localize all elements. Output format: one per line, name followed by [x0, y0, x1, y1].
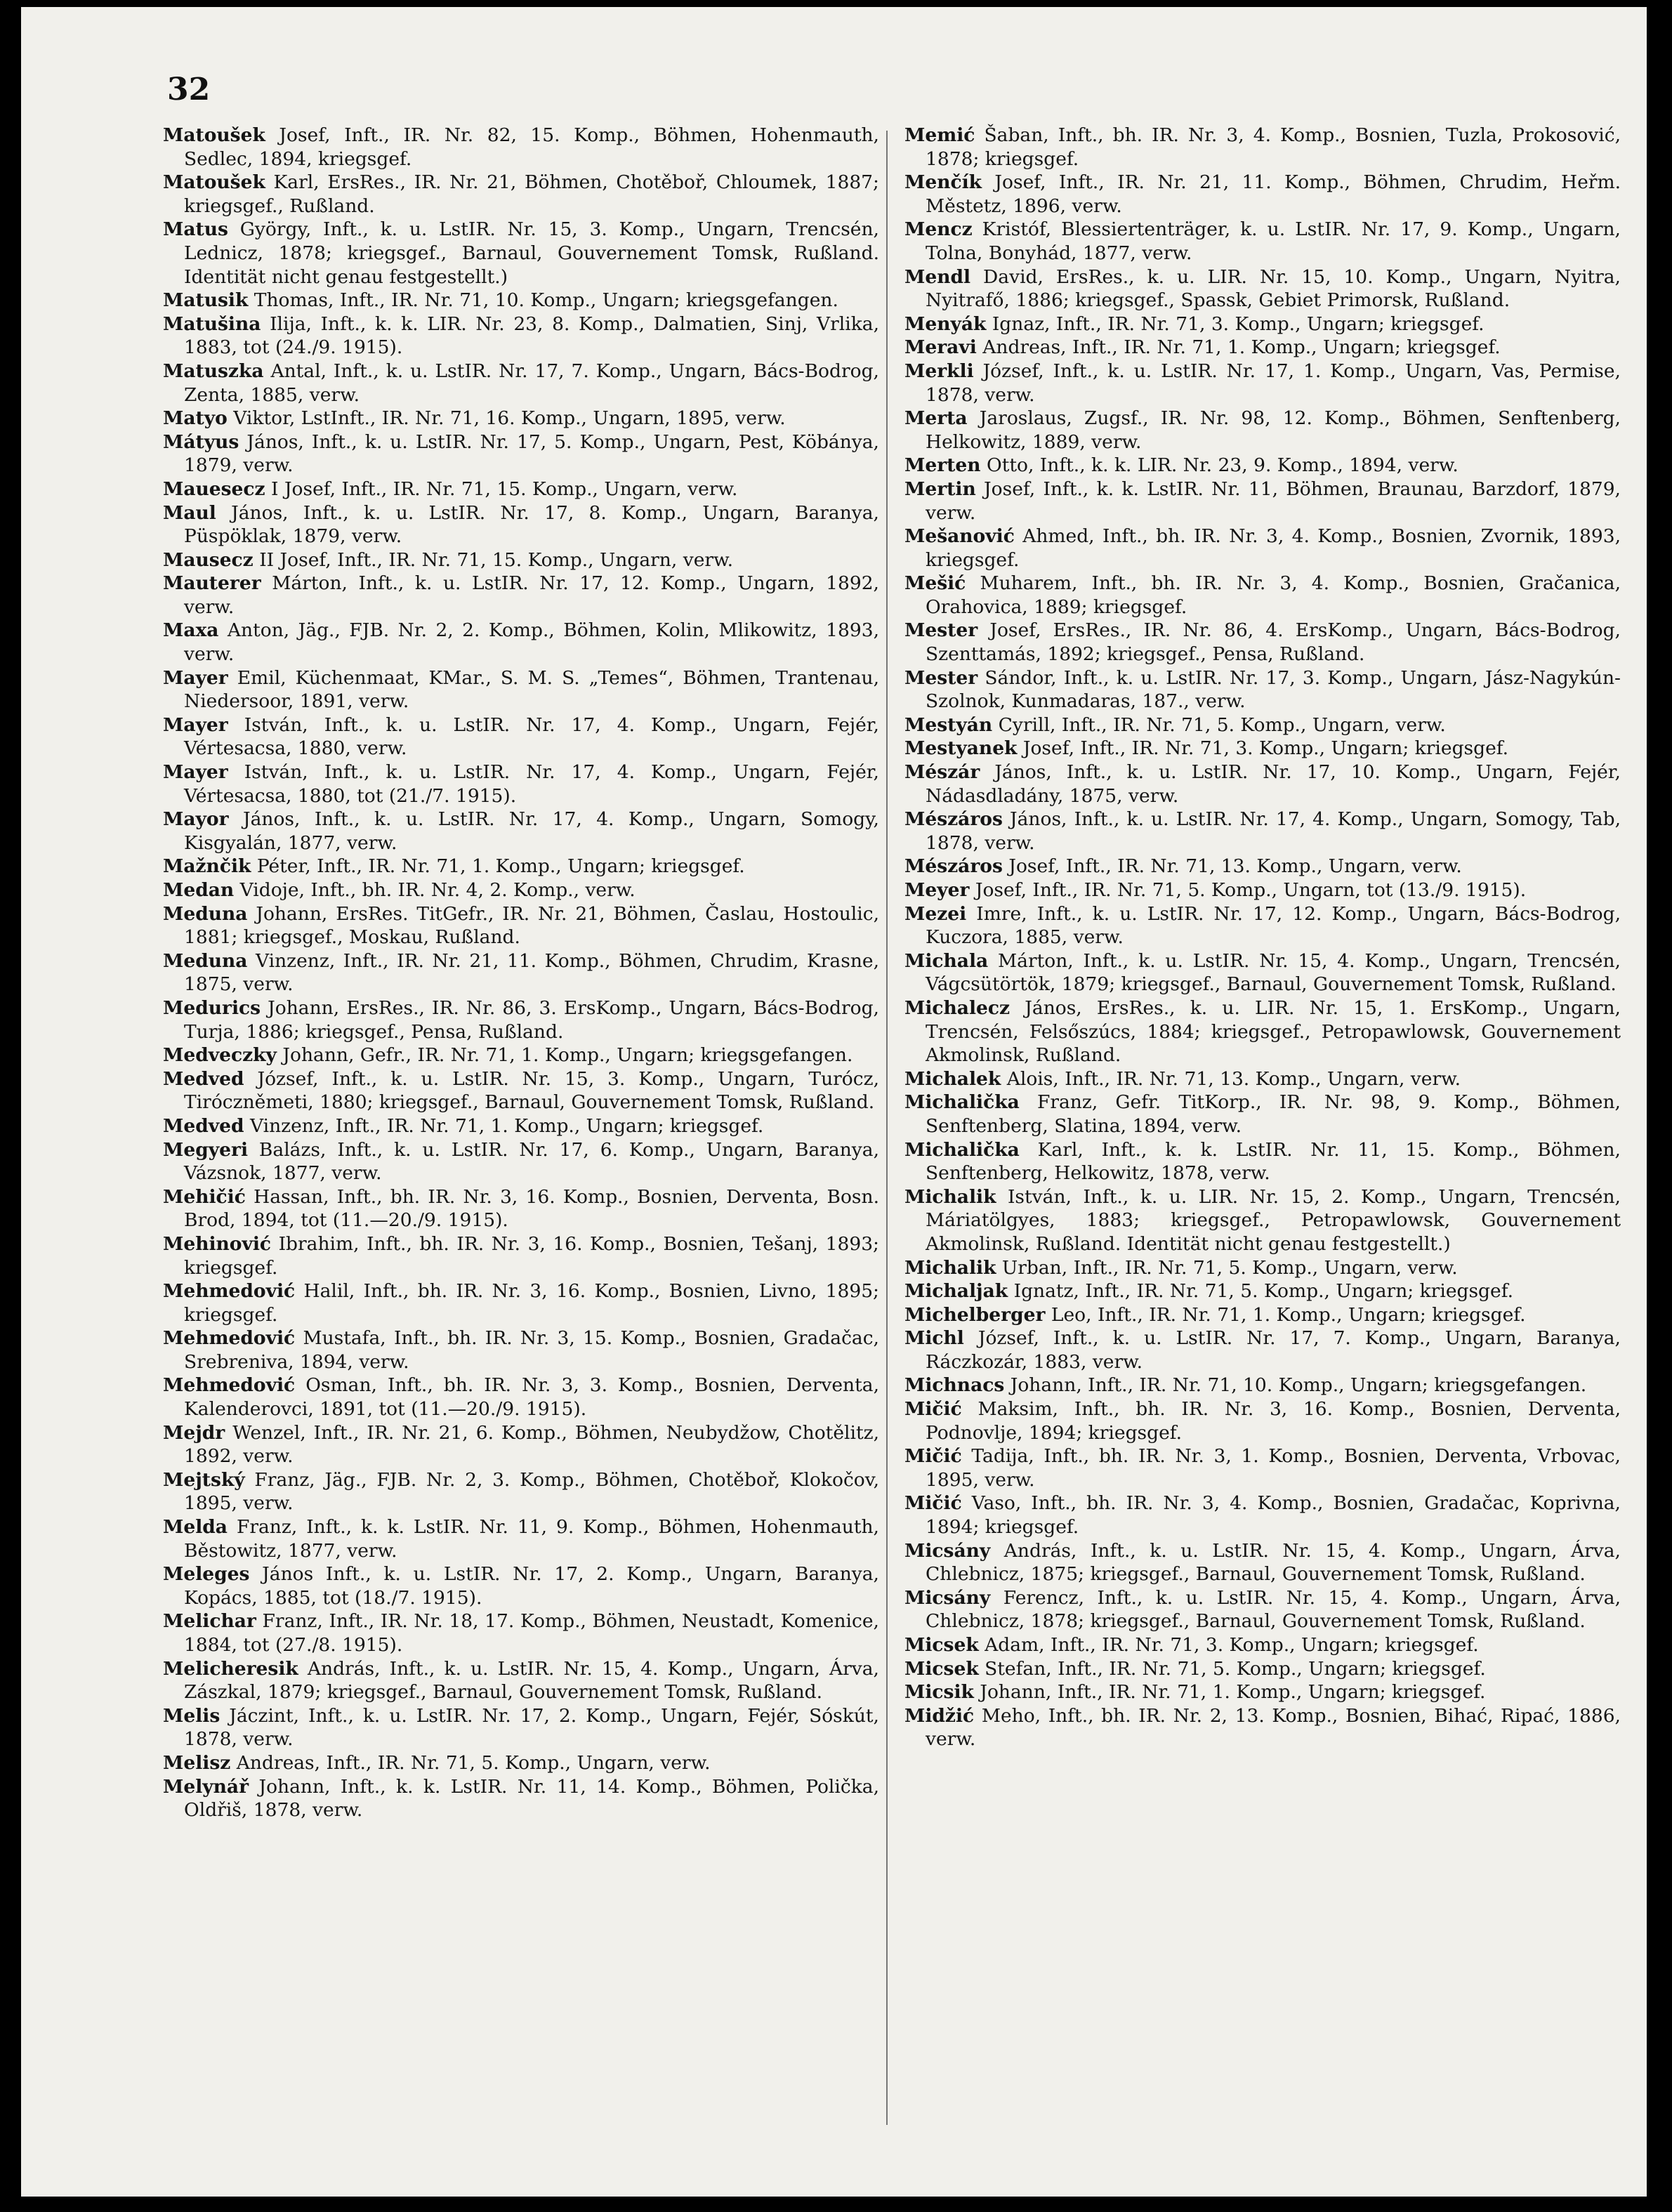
entry-surname: Micsik [904, 1681, 974, 1704]
register-entry [163, 1515, 879, 1562]
entry-surname: Melicheresik [163, 1657, 298, 1680]
entry-surname: Matus [163, 218, 228, 241]
entry-surname: Mátyus [163, 430, 239, 453]
entry-details: Jaroslaus, Zugsf., IR. Nr. 98, 12. Komp., Böhmen, Senftenberg, Helkowitz, 1889, verw. [926, 407, 1621, 453]
register-entry [163, 1067, 879, 1114]
entry-surname: Medan [163, 879, 235, 901]
entry-details: Ignaz, Inft., IR. Nr. 71, 3. Komp., Ungarn; kriegsgef. [992, 312, 1485, 335]
entry-details: István, Inft., k. u. LstIR. Nr. 17, 4. Komp., Ungarn, Fejér, Vértesacsa, 1880, tot (21./7. 1915). [184, 761, 879, 807]
entry-surname: Mehmedović [163, 1327, 296, 1350]
entry-surname: Mayor [163, 808, 229, 831]
entry-details: Cyrill, Inft., IR. Nr. 71, 5. Komp., Ungarn, verw. [998, 713, 1446, 736]
entry-details: János, Inft., k. u. LstIR. Nr. 17, 10. Komp., Ungarn, Fejér, Nádasdladány, 1875, verw. [926, 761, 1621, 807]
entry-details: Vaso, Inft., bh. IR. Nr. 3, 4. Komp., Bosnien, Gradačac, Koprivna, 1894; kriegsgef. [926, 1492, 1621, 1539]
entry-surname: Mausecz [163, 548, 254, 571]
entry-surname: Mičić [904, 1492, 962, 1515]
register-entry [163, 312, 879, 360]
entry-surname: Micsány [904, 1586, 991, 1609]
entry-surname: Mešanović [904, 525, 1015, 548]
entry-details: Franz, Gefr. TitKorp., IR. Nr. 98, 9. Komp., Böhmen, Senftenberg, Slatina, 1894, verw. [926, 1091, 1621, 1137]
entry-details: Johann, Inft., IR. Nr. 71, 1. Komp., Ungarn; kriegsgef. [980, 1681, 1486, 1704]
entry-details: Antal, Inft., k. u. LstIR. Nr. 17, 7. Komp., Ungarn, Bács-Bodrog, Zenta, 1885, verw. [184, 360, 879, 406]
register-entry [163, 1421, 879, 1468]
entry-details: József, Inft., k. u. LstIR. Nr. 15, 3. Komp., Ungarn, Turócz, Tiróczněmeti, 1880; kriegsgef., Barnaul, Gouvernement Tomsk, Rußland. [184, 1067, 879, 1114]
register-entry [163, 171, 879, 218]
register-entry [163, 713, 879, 761]
entry-details: János, Inft., k. u. LstIR. Nr. 17, 5. Komp., Ungarn, Pest, Köbánya, 1879, verw. [184, 430, 879, 477]
register-entry [163, 1326, 879, 1374]
entry-details: Johann, ErsRes., IR. Nr. 86, 3. ErsKomp., Ungarn, Bács-Bodrog, Turja, 1886; kriegsgef., Pensa, Rußland. [184, 996, 879, 1043]
entry-details: József, Inft., k. u. LstIR. Nr. 17, 7. Komp., Ungarn, Baranya, Ráczkozár, 1883, verw. [926, 1327, 1621, 1373]
register-entry [163, 902, 879, 949]
entry-surname: Micsek [904, 1634, 979, 1656]
entry-surname: Michalek [904, 1067, 1001, 1090]
register-entry [163, 1138, 879, 1185]
entry-details: Maksim, Inft., bh. IR. Nr. 3, 16. Komp., Bosnien, Derventa, Podnovlje, 1894; kriegsgef. [926, 1398, 1621, 1444]
entry-surname: Melynář [163, 1775, 249, 1798]
entry-surname: Mayer [163, 761, 228, 784]
entry-surname: Michalecz [904, 996, 1011, 1019]
register-entry [904, 1374, 1621, 1397]
entry-surname: Michelberger [904, 1303, 1046, 1326]
register-entry [904, 1279, 1621, 1303]
register-entry [163, 289, 879, 312]
entry-details: Josef, ErsRes., IR. Nr. 86, 4. ErsKomp., Ungarn, Bács-Bodrog, Szenttamás, 1892; kriegsgef., Pensa, Rußland. [926, 619, 1621, 666]
entry-surname: Mauesecz [163, 478, 265, 500]
register-entry [904, 855, 1621, 878]
document-page [21, 7, 1647, 2197]
register-entry [904, 949, 1621, 996]
register-entry [163, 1751, 879, 1775]
entry-surname: Michalička [904, 1138, 1020, 1161]
entry-details: Johann, Gefr., IR. Nr. 71, 1. Komp., Ungarn; kriegsgefangen. [282, 1044, 853, 1067]
entry-details: Vidoje, Inft., bh. IR. Nr. 4, 2. Komp., verw. [239, 879, 636, 901]
register-entry [904, 1492, 1621, 1539]
entry-surname: Maul [163, 501, 216, 524]
entry-details: Otto, Inft., k. k. LIR. Nr. 23, 9. Komp., 1894, verw. [986, 454, 1459, 477]
entry-details: Johann, ErsRes. TitGefr., IR. Nr. 21, Böhmen, Časlau, Hostoulic, 1881; kriegsgef., Moskau, Rußland. [184, 902, 879, 949]
entry-surname: Micsány [904, 1539, 991, 1562]
entry-details: Josef, Inft., IR. Nr. 21, 11. Komp., Böhmen, Chrudim, Heřm. Městetz, 1896, verw. [926, 171, 1621, 217]
entry-details: Viktor, LstInft., IR. Nr. 71, 16. Komp., Ungarn, 1895, verw. [233, 407, 786, 430]
register-entry [904, 572, 1621, 619]
entry-surname: Mičić [904, 1445, 962, 1468]
entry-surname: Mehinović [163, 1232, 272, 1255]
entry-details: Karl, Inft., k. k. LstIR. Nr. 11, 15. Komp., Böhmen, Senftenberg, Helkowitz, 1878, verw. [926, 1138, 1621, 1185]
entry-details: Márton, Inft., k. u. LstIR. Nr. 15, 4. Komp., Ungarn, Trencsén, Vágcsütörtök, 1879; kriegsgef., Barnaul, Gouvernement Tomsk, Rußland. [926, 949, 1621, 996]
entry-details: István, Inft., k. u. LstIR. Nr. 17, 4. Komp., Ungarn, Fejér, Vértesacsa, 1880, verw. [184, 713, 879, 760]
entry-details: Hassan, Inft., bh. IR. Nr. 3, 16. Komp., Bosnien, Derventa, Bosn. Brod, 1894, tot (11.—20./9. 1915). [184, 1185, 879, 1232]
entry-surname: Mestyanek [904, 737, 1018, 760]
entry-surname: Mehičić [163, 1185, 246, 1208]
entry-details: Josef, Inft., IR. Nr. 71, 13. Komp., Ungarn, verw. [1008, 855, 1462, 878]
register-entry [904, 1091, 1621, 1138]
entry-details: Ibrahim, Inft., bh. IR. Nr. 3, 16. Komp., Bosnien, Tešanj, 1893; kriegsgef. [184, 1232, 879, 1279]
register-entry [163, 478, 879, 501]
entry-surname: Mencz [904, 218, 973, 241]
register-entry [163, 761, 879, 808]
register-entry [904, 1444, 1621, 1492]
register-entry [904, 666, 1621, 713]
entry-details: András, Inft., k. u. LstIR. Nr. 15, 4. Komp., Ungarn, Árva, Zászkal, 1879; kriegsgef., Barnaul, Gouvernement Tomsk, Rußland. [184, 1657, 879, 1704]
entry-details: Péter, Inft., IR. Nr. 71, 1. Komp., Ungarn; kriegsgef. [256, 855, 745, 878]
entry-surname: Merta [904, 407, 968, 430]
register-entry [904, 996, 1621, 1067]
register-entry [904, 737, 1621, 761]
entry-details: Márton, Inft., k. u. LstIR. Nr. 17, 12. Komp., Ungarn, 1892, verw. [184, 572, 879, 618]
entry-details: Ignatz, Inft., IR. Nr. 71, 5. Komp., Ungarn; kriegsgef. [1013, 1280, 1513, 1303]
register-entry [904, 1185, 1621, 1256]
register-entry [163, 996, 879, 1044]
entry-details: János, Inft., k. u. LstIR. Nr. 17, 4. Komp., Ungarn, Somogy, Tab, 1878, verw. [926, 808, 1621, 854]
entry-details: János, Inft., k. u. LstIR. Nr. 17, 4. Komp., Ungarn, Somogy, Kisgyalán, 1877, verw. [184, 808, 879, 854]
register-entry [163, 666, 879, 713]
register-entry [904, 1397, 1621, 1444]
register-entry [163, 1468, 879, 1515]
entry-surname: Mezei [904, 902, 967, 925]
entry-surname: Mészár [904, 761, 980, 784]
entry-surname: Mičić [904, 1398, 962, 1421]
entry-surname: Michala [904, 949, 989, 972]
register-entry [163, 1374, 879, 1421]
entry-details: Balázs, Inft., k. u. LstIR. Nr. 17, 6. Komp., Ungarn, Baranya, Vázsnok, 1877, verw. [184, 1138, 879, 1185]
entry-surname: Meduna [163, 949, 248, 972]
entry-surname: Melda [163, 1516, 228, 1539]
entry-surname: Mester [904, 619, 978, 642]
entry-details: Stefan, Inft., IR. Nr. 71, 5. Komp., Ungarn; kriegsgef. [985, 1657, 1486, 1680]
register-entry [163, 1114, 879, 1138]
register-entry [904, 1633, 1621, 1657]
register-entry [904, 1326, 1621, 1374]
entry-details: Johann, Inft., IR. Nr. 71, 10. Komp., Ungarn; kriegsgefangen. [1010, 1374, 1587, 1397]
register-entry [163, 218, 879, 289]
register-entry [904, 1138, 1621, 1185]
entry-details: Mustafa, Inft., bh. IR. Nr. 3, 15. Komp., Bosnien, Gradačac, Srebreniva, 1894, verw. [184, 1327, 879, 1373]
register-entry [904, 478, 1621, 525]
entry-surname: Mejdr [163, 1421, 225, 1444]
entry-surname: Meduna [163, 902, 248, 925]
register-entry [163, 855, 879, 878]
entry-surname: Matuszka [163, 360, 264, 382]
register-entry [904, 1704, 1621, 1751]
register-entry [904, 761, 1621, 808]
left-column [163, 124, 879, 1822]
register-entry [163, 548, 879, 572]
register-entry [904, 360, 1621, 407]
entry-details: Ferencz, Inft., k. u. LstIR. Nr. 15, 4. Komp., Ungarn, Árva, Chlebnicz, 1878; kriegsgef., Barnaul, Gouvernement Tomsk, Rußland. [926, 1586, 1621, 1633]
register-entry [163, 1704, 879, 1751]
entry-surname: Mestyán [904, 713, 993, 736]
entry-details: Thomas, Inft., IR. Nr. 71, 10. Komp., Ungarn; kriegsgefangen. [254, 289, 838, 312]
register-entry [904, 1067, 1621, 1091]
register-entry [904, 454, 1621, 478]
entry-surname: Matyo [163, 407, 228, 430]
entry-details: Meho, Inft., bh. IR. Nr. 2, 13. Komp., Bosnien, Bihać, Ripać, 1886, verw. [926, 1704, 1621, 1751]
register-entry [163, 1657, 879, 1704]
entry-details: Ahmed, Inft., bh. IR. Nr. 3, 4. Komp., Bosnien, Zvornik, 1893, kriegsgef. [926, 525, 1621, 571]
entry-surname: Medurics [163, 996, 261, 1019]
entry-details: Vinzenz, Inft., IR. Nr. 71, 1. Komp., Ungarn; kriegsgef. [249, 1114, 764, 1137]
entry-details: Kristóf, Blessiertenträger, k. u. LstIR. Nr. 17, 9. Komp., Ungarn, Tolna, Bonyhád, 1877, verw. [926, 218, 1621, 264]
register-entry [163, 1609, 879, 1657]
register-entry [163, 1232, 879, 1279]
entry-surname: Matoušek [163, 171, 265, 194]
entry-details: Andreas, Inft., IR. Nr. 71, 5. Komp., Ungarn, verw. [236, 1751, 711, 1774]
entry-surname: Menčík [904, 171, 982, 194]
register-entry [163, 430, 879, 478]
entry-details: Šaban, Inft., bh. IR. Nr. 3, 4. Komp., Bosnien, Tuzla, Prokosović, 1878; kriegsgef. [926, 124, 1621, 170]
entry-details: Halil, Inft., bh. IR. Nr. 3, 16. Komp., Bosnien, Livno, 1895; kriegsgef. [184, 1280, 879, 1326]
register-entry [904, 619, 1621, 666]
entry-surname: Michnacs [904, 1374, 1005, 1397]
entry-details: János, Inft., k. u. LstIR. Nr. 17, 8. Komp., Ungarn, Baranya, Püspöklak, 1879, verw. [184, 501, 879, 548]
entry-surname: Medveczky [163, 1044, 277, 1067]
entry-details: Josef, Inft., IR. Nr. 71, 3. Komp., Ungarn; kriegsgef. [1022, 737, 1509, 760]
register-entry [904, 171, 1621, 218]
entry-surname: Mertin [904, 478, 976, 500]
entry-surname: Medved [163, 1114, 244, 1137]
entry-surname: Mészáros [904, 808, 1003, 831]
entry-details: Josef, Inft., k. k. LstIR. Nr. 11, Böhmen, Braunau, Barzdorf, 1879, verw. [926, 478, 1621, 524]
register-entry [904, 1256, 1621, 1280]
entry-details: David, ErsRes., k. u. LIR. Nr. 15, 10. Komp., Ungarn, Nyitra, Nyitrafő, 1886; kriegsgef., Spassk, Gebiet Primorsk, Rußland. [926, 265, 1621, 312]
entry-surname: Mehmedović [163, 1280, 296, 1303]
register-entry [163, 949, 879, 996]
register-entry [163, 878, 879, 902]
entry-details: Alois, Inft., IR. Nr. 71, 13. Komp., Ungarn, verw. [1006, 1067, 1461, 1090]
entry-details: I Josef, Inft., IR. Nr. 71, 15. Komp., Ungarn, verw. [271, 478, 738, 500]
register-entry [163, 1775, 879, 1822]
entry-surname: Mészáros [904, 855, 1003, 878]
entry-surname: Merkli [904, 360, 974, 382]
entry-surname: Melisz [163, 1751, 231, 1774]
entry-surname: Merten [904, 454, 981, 477]
entry-surname: Meyer [904, 879, 970, 901]
entry-details: Karl, ErsRes., IR. Nr. 21, Böhmen, Chotěboř, Chloumek, 1887; kriegsgef., Rußland. [184, 171, 879, 217]
entry-details: Urban, Inft., IR. Nr. 71, 5. Komp., Ungarn, verw. [1001, 1256, 1458, 1279]
entry-surname: Menyák [904, 312, 987, 335]
entry-surname: Michaljak [904, 1280, 1008, 1303]
entry-surname: Meravi [904, 336, 977, 359]
register-entry [163, 1562, 879, 1609]
entry-details: Jáczint, Inft., k. u. LstIR. Nr. 17, 2. Komp., Ungarn, Fejér, Sóskút, 1878, verw. [184, 1704, 879, 1751]
register-entry [163, 808, 879, 855]
register-entry [904, 124, 1621, 171]
entry-details: Imre, Inft., k. u. LstIR. Nr. 17, 12. Komp., Ungarn, Bács-Bodrog, Kuczora, 1885, verw. [926, 902, 1621, 949]
register-entry [163, 501, 879, 548]
register-entry [904, 1539, 1621, 1586]
register-entry [163, 1185, 879, 1232]
entry-details: Ilija, Inft., k. k. LIR. Nr. 23, 8. Komp., Dalmatien, Sinj, Vrlika, 1883, tot (24./9. 1915). [184, 312, 879, 359]
register-entry [904, 265, 1621, 312]
entry-surname: Matoušek [163, 124, 265, 146]
register-entry [904, 1657, 1621, 1681]
entry-details: Emil, Küchenmaat, KMar., S. M. S. „Temes“, Böhmen, Trantenau, Niedersoor, 1891, verw. [184, 666, 879, 713]
register-entry [904, 312, 1621, 336]
entry-surname: Melichar [163, 1610, 256, 1633]
entry-surname: Maxa [163, 619, 219, 642]
entry-details: Franz, Inft., IR. Nr. 18, 17. Komp., Böhmen, Neustadt, Komenice, 1884, tot (27./8. 1915). [184, 1610, 879, 1656]
page-number: 32 [167, 72, 211, 107]
entry-details: Vinzenz, Inft., IR. Nr. 21, 11. Komp., Böhmen, Chrudim, Krasne, 1875, verw. [184, 949, 879, 996]
entry-surname: Melis [163, 1704, 220, 1727]
register-entry [904, 525, 1621, 572]
entry-surname: Matušina [163, 312, 261, 335]
entry-surname: Megyeri [163, 1138, 249, 1161]
entry-surname: Mejtský [163, 1468, 245, 1491]
entry-details: Andreas, Inft., IR. Nr. 71, 1. Komp., Ungarn; kriegsgef. [982, 336, 1501, 359]
entry-details: Sándor, Inft., k. u. LstIR. Nr. 17, 3. Komp., Ungarn, Jász-Nagykún-Szolnok, Kunmadaras, 187., verw. [926, 666, 1621, 713]
entry-surname: Micsek [904, 1657, 979, 1680]
entry-surname: Midžić [904, 1704, 975, 1727]
column-divider [886, 131, 888, 2125]
register-entry [163, 1279, 879, 1326]
entry-details: Josef, Inft., IR. Nr. 82, 15. Komp., Böhmen, Hohenmauth, Sedlec, 1894, kriegsgef. [184, 124, 879, 170]
register-entry [163, 124, 879, 171]
entry-details: Tadija, Inft., bh. IR. Nr. 3, 1. Komp., Bosnien, Derventa, Vrbovac, 1895, verw. [926, 1445, 1621, 1491]
entry-details: Adam, Inft., IR. Nr. 71, 3. Komp., Ungarn; kriegsgef. [985, 1634, 1479, 1656]
register-entry [904, 1303, 1621, 1327]
entry-surname: Mažnčik [163, 855, 251, 878]
entry-details: Johann, Inft., k. k. LstIR. Nr. 11, 14. Komp., Böhmen, Polička, Oldřiš, 1878, verw. [184, 1775, 879, 1822]
register-entry [904, 878, 1621, 902]
entry-details: János, ErsRes., k. u. LIR. Nr. 15, 1. ErsKomp., Ungarn, Trencsén, Felsőszúcs, 1884; kriegsgef., Petropawlowsk, Gouvernement Akmolinsk, Rußland. [926, 996, 1621, 1067]
register-entry [163, 1044, 879, 1067]
register-entry [904, 1680, 1621, 1704]
register-entry [163, 572, 879, 619]
entry-surname: Mauterer [163, 572, 261, 595]
register-entry [904, 808, 1621, 855]
register-entry [163, 407, 879, 430]
entry-details: Anton, Jäg., FJB. Nr. 2, 2. Komp., Böhmen, Kolin, Mlikowitz, 1893, verw. [184, 619, 879, 666]
entry-surname: Medved [163, 1067, 244, 1090]
register-entry [904, 902, 1621, 949]
entry-surname: Mešić [904, 572, 966, 595]
entry-surname: Memić [904, 124, 975, 146]
register-entry [904, 336, 1621, 360]
entry-details: II Josef, Inft., IR. Nr. 71, 15. Komp., Ungarn, verw. [259, 548, 734, 571]
entry-details: Wenzel, Inft., IR. Nr. 21, 6. Komp., Böhmen, Neubydžow, Chotělitz, 1892, verw. [184, 1421, 879, 1468]
register-entry [163, 619, 879, 666]
right-column [904, 124, 1621, 1751]
register-entry [163, 360, 879, 407]
register-entry [904, 407, 1621, 454]
entry-details: András, Inft., k. u. LstIR. Nr. 15, 4. Komp., Ungarn, Árva, Chlebnicz, 1875; kriegsgef., Barnaul, Gouvernement Tomsk, Rußland. [926, 1539, 1621, 1586]
entry-details: Osman, Inft., bh. IR. Nr. 3, 3. Komp., Bosnien, Derventa, Kalenderovci, 1891, tot (11.—20./9. 1915). [184, 1374, 879, 1421]
entry-surname: Mayer [163, 713, 228, 736]
entry-details: Josef, Inft., IR. Nr. 71, 5. Komp., Ungarn, tot (13./9. 1915). [975, 879, 1527, 901]
entry-details: György, Inft., k. u. LstIR. Nr. 15, 3. Komp., Ungarn, Trencsén, Lednicz, 1878; kriegsgef., Barnaul, Gouvernement Tomsk, Rußland. Identität nicht genau festgestellt.) [184, 218, 879, 288]
entry-details: Franz, Jäg., FJB. Nr. 2, 3. Komp., Böhmen, Chotěboř, Klokočov, 1895, verw. [184, 1468, 879, 1515]
entry-details: Muharem, Inft., bh. IR. Nr. 3, 4. Komp., Bosnien, Gračanica, Orahovica, 1889; kriegsgef. [926, 572, 1621, 618]
entry-surname: Michalik [904, 1185, 996, 1208]
entry-details: József, Inft., k. u. LstIR. Nr. 17, 1. Komp., Ungarn, Vas, Permise, 1878, verw. [926, 360, 1621, 406]
entry-surname: Mehmedović [163, 1374, 296, 1397]
entry-details: Leo, Inft., IR. Nr. 71, 1. Komp., Ungarn; kriegsgef. [1051, 1303, 1526, 1326]
entry-surname: Meleges [163, 1563, 250, 1586]
entry-details: János Inft., k. u. LstIR. Nr. 17, 2. Komp., Ungarn, Baranya, Kopács, 1885, tot (18./7. 1915). [184, 1563, 879, 1609]
entry-surname: Mendl [904, 265, 971, 288]
entry-surname: Michl [904, 1327, 964, 1350]
register-entry [904, 1586, 1621, 1633]
entry-surname: Mester [904, 666, 978, 689]
entry-surname: Michalik [904, 1256, 996, 1279]
entry-details: István, Inft., k. u. LIR. Nr. 15, 2. Komp., Ungarn, Trencsén, Máriatölgyes, 1883; kriegsgef., Petropawlowsk, Gouvernement Akmolinsk, Rußland. Identität nicht genau festgestellt.) [926, 1185, 1621, 1255]
entry-surname: Michalička [904, 1091, 1020, 1114]
register-entry [904, 218, 1621, 265]
entry-details: Franz, Inft., k. k. LstIR. Nr. 11, 9. Komp., Böhmen, Hohenmauth, Běstowitz, 1877, verw. [184, 1516, 879, 1562]
register-entry [904, 713, 1621, 737]
entry-surname: Mayer [163, 666, 228, 689]
entry-surname: Matusik [163, 289, 249, 312]
